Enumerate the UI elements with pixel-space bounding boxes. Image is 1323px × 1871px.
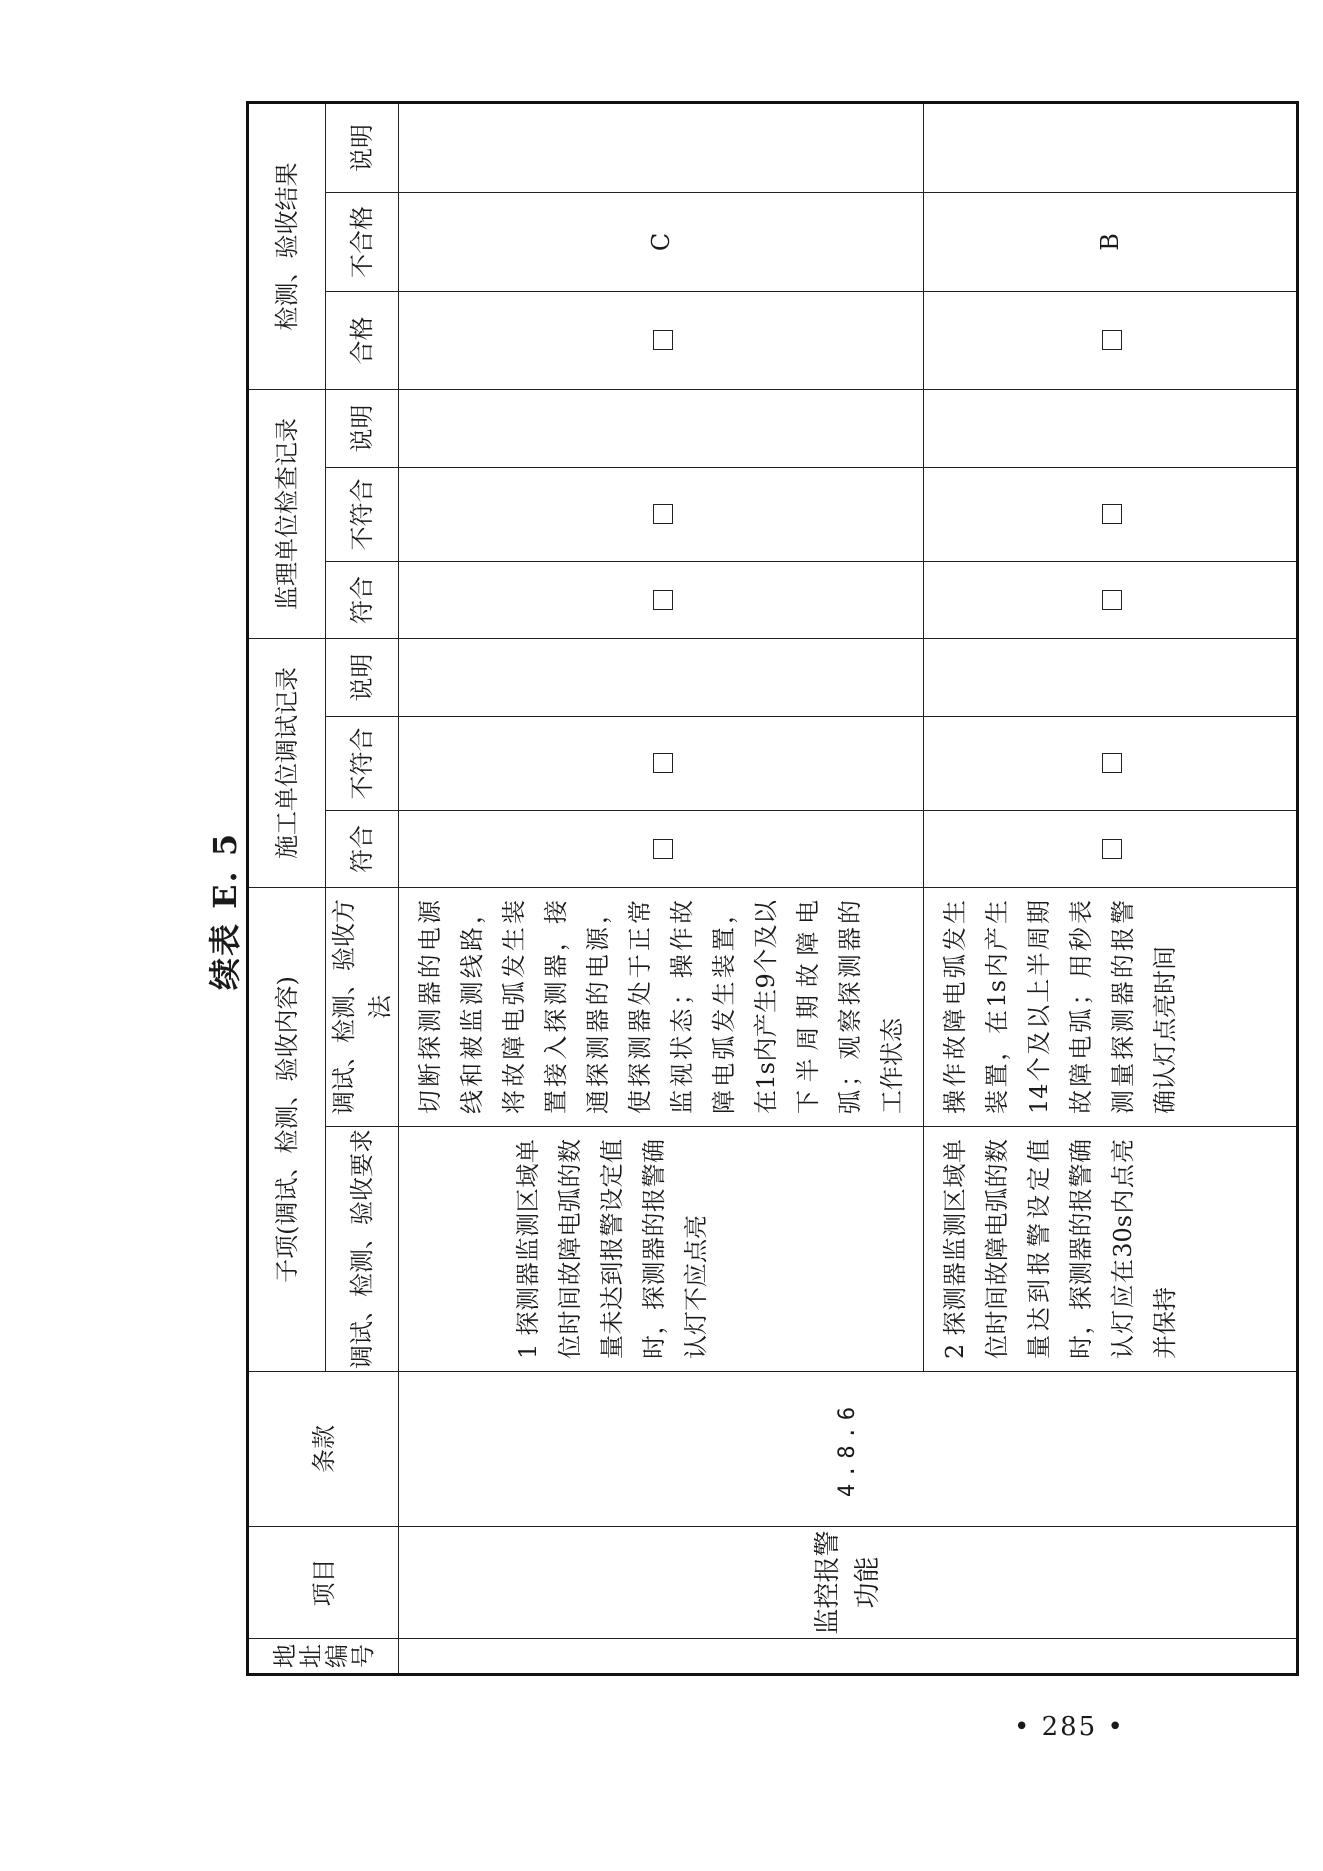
header-clause: 条款 [248,1372,399,1527]
supervision-conform-cell [399,561,924,638]
checkbox[interactable] [1102,330,1122,350]
clause-cell: 4.8.6 [399,1372,1298,1527]
construction-note-cell [924,638,1298,716]
header-sub-item: 子项(调试、检测、验收内容) [248,887,326,1371]
checkbox[interactable] [1102,753,1122,773]
header-result-note: 说明 [326,102,399,192]
supervision-note-cell [924,389,1298,467]
result-fail-mark: B [924,192,1298,291]
header-row-1 [248,102,326,1674]
result-fail-mark: C [399,192,924,291]
table-row [399,102,924,1674]
header-supervision-nonconform: 不符合 [326,467,399,561]
checkbox[interactable] [1102,504,1122,524]
checkbox[interactable] [653,753,673,773]
header-construction-group: 施工单位调试记录 [248,638,326,887]
page-number: • 285 • [1014,1712,1125,1742]
address-no-cell [399,1639,1298,1675]
construction-conform-cell [399,810,924,887]
header-result-pass: 合格 [326,291,399,389]
construction-nonconform-cell [399,716,924,810]
checkbox[interactable] [653,839,673,859]
supervision-conform-cell [924,561,1298,638]
supervision-note-cell [399,389,924,467]
inspection-table [246,101,1299,1676]
requirement-cell: 2 探测器监测区域单位时间故障电弧的数量达到报警设定值时，探测器的报警确认灯应在30s内点亮并保持 [924,1127,1298,1372]
supervision-nonconform-cell [399,467,924,561]
result-pass-cell [924,291,1298,389]
header-project: 项目 [248,1527,399,1639]
header-construction-conform: 符合 [326,810,399,887]
rotated-table-wrapper [246,123,1179,1676]
checkbox[interactable] [1102,839,1122,859]
construction-nonconform-cell [924,716,1298,810]
header-result-fail: 不合格 [326,192,399,291]
table-caption: 续表 E. 5 [206,831,244,990]
header-supervision-group: 监理单位检查记录 [248,389,326,638]
header-address-no: 地址编号 [248,1639,399,1675]
header-construction-note: 说明 [326,638,399,716]
supervision-nonconform-cell [924,467,1298,561]
result-note-cell [924,102,1298,192]
header-requirement: 调试、检测、验收要求 [326,1127,399,1372]
header-supervision-note: 说明 [326,389,399,467]
header-supervision-conform: 符合 [326,561,399,638]
construction-note-cell [399,638,924,716]
result-note-cell [399,102,924,192]
construction-conform-cell [924,810,1298,887]
checkbox[interactable] [653,504,673,524]
checkbox[interactable] [653,590,673,610]
requirement-cell: 1 探测器监测区域单位时间故障电弧的数量未达到报警设定值时，探测器的报警确认灯不应点亮 [399,1127,924,1372]
header-method: 调试、检测、验收方法 [326,887,399,1126]
checkbox[interactable] [653,330,673,350]
method-cell: 操作故障电弧发生装置，在1s内产生14个及以上半周期故障电弧；用秒表测量探测器的报警确认灯点亮时间 [924,887,1298,1126]
checkbox[interactable] [1102,590,1122,610]
method-cell: 切断探测器的电源线和被监测线路，将故障电弧发生装置接入探测器，接通探测器的电源，使探测器处于正常监视状态；操作故障电弧发生装置，在1s内产生9个及以下半周期故障电弧；观察探测器的工作状态 [399,887,924,1126]
result-pass-cell [399,291,924,389]
header-construction-nonconform: 不符合 [326,716,399,810]
project-cell: 监控报警功能 [399,1527,1298,1639]
header-result-group: 检测、验收结果 [248,102,326,389]
